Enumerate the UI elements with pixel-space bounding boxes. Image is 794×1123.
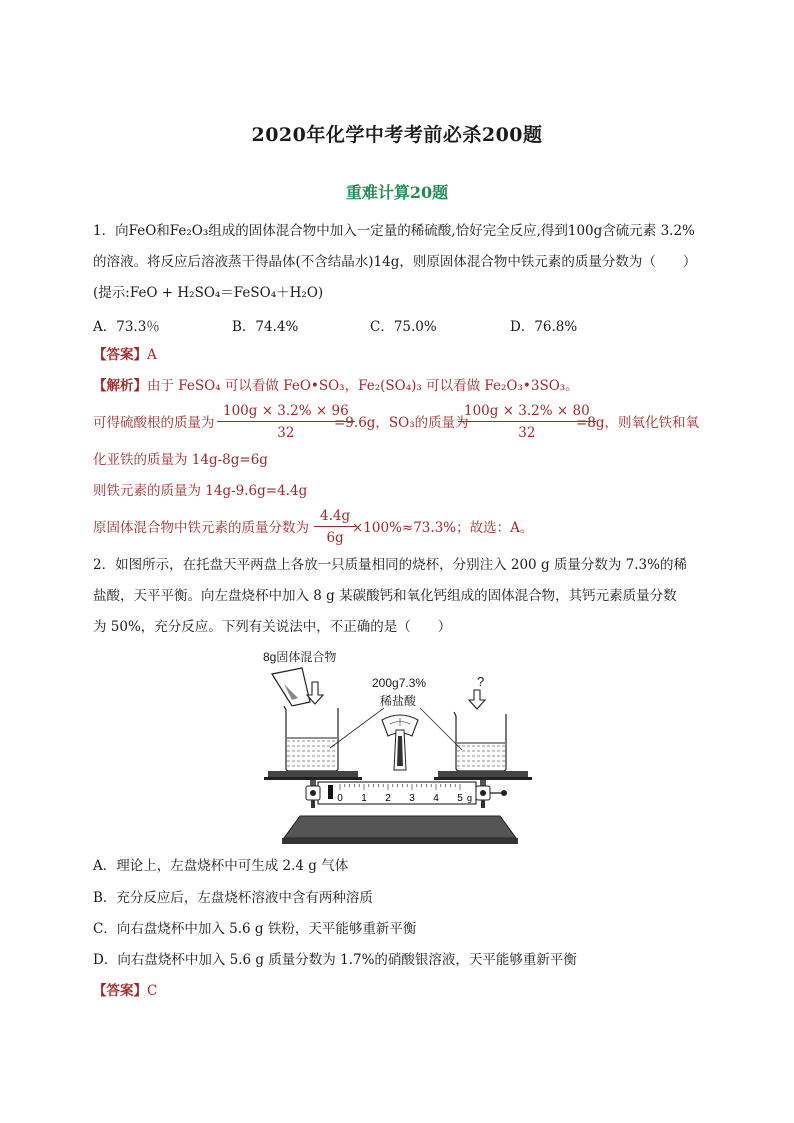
ruler-tick-label: 1 <box>361 793 367 804</box>
calc2-denominator: 32 <box>518 425 536 441</box>
q1-option-b: B．74.4% <box>232 319 299 335</box>
calc1-numerator: 100g × 3.2% × 96 <box>217 403 355 422</box>
balance-drawing <box>262 640 532 850</box>
acid-label-2: 稀盐酸 <box>380 694 417 708</box>
q2-option-c: C．向右盘烧杯中加入 5.6 g 铁粉，天平能够重新平衡 <box>93 921 417 937</box>
q1-line-2: 的溶液。将反应后溶液蒸干得晶体(不含结晶水)14g，则原固体混合物中铁元素的质量分数为（ ） <box>93 254 697 270</box>
calc2-numerator: 100g × 3.2% × 80 <box>458 403 596 422</box>
calc3-denominator: 6g <box>326 530 344 546</box>
ruler-tick-label: 4 <box>433 793 439 804</box>
q1-analysis-line-4: 则铁元素的质量为 14g-9.6g=4.4g <box>93 483 308 499</box>
calc3-numerator: 4.4g <box>314 508 356 527</box>
q1-answer <box>93 346 157 364</box>
q2-line-2: 盐酸，天平平衡。向左盘烧杯中加入 8 g 某碳酸钙和氧化钙组成的固体混合物，其钙元素质量分数 <box>93 588 677 604</box>
calc1-prefix: 可得硫酸根的质量为 <box>93 415 215 431</box>
q1-option-d: D．76.8% <box>510 319 578 335</box>
calc2-suffix: =8g，则氧化铁和氧 <box>576 415 700 431</box>
q2-answer-value: C <box>147 983 158 999</box>
q1-line-1: 1．向FeO和Fe₂O₃组成的固体混合物中加入一定量的稀硫酸,恰好完全反应,得到100g含硫元素 3.2% <box>93 223 695 239</box>
ruler-tick-label: 2 <box>385 793 391 804</box>
q2-line-3: 为 50%，充分反应。下列有关说法中，不正确的是（ ） <box>93 619 452 635</box>
calc3-fraction <box>314 508 356 546</box>
ruler-tick-label: 0 <box>337 793 343 804</box>
calc3-prefix: 原固体混合物中铁元素的质量分数为 <box>93 520 309 536</box>
left-knob <box>306 786 320 808</box>
pointer-dial <box>382 715 418 770</box>
q2-line-1: 2．如图所示，在托盘天平两盘上各放一只质量相同的烧杯，分别注入 200 g 质量分数为 7.3%的稀 <box>93 557 687 573</box>
answer-value: A <box>147 347 157 363</box>
calc1-mid: =9.6g，SO₃的质量为 <box>334 415 469 431</box>
solid-mixture-label: 8g固体混合物 <box>263 650 337 664</box>
q2-answer <box>93 982 157 1000</box>
right-beaker <box>454 712 506 771</box>
q1-analysis-line-1 <box>93 377 579 395</box>
q1-analysis-line-3: 化亚铁的质量为 14g-8g=6g <box>93 452 268 468</box>
ruler-unit: g <box>467 793 473 803</box>
page-title: 2020年化学中考考前必杀200题 <box>251 124 543 146</box>
ruler-tick-label: 5 <box>457 793 463 804</box>
q2-option-d: D．向右盘烧杯中加入 5.6 g 质量分数为 1.7%的硝酸银溶液，天平能够重新平衡 <box>93 952 577 968</box>
q2-option-a: A．理论上，左盘烧杯中可生成 2.4 g 气体 <box>93 858 349 874</box>
calc1-denominator: 32 <box>277 425 295 441</box>
q2-option-b: B．充分反应后，左盘烧杯溶液中含有两种溶质 <box>93 890 373 906</box>
question-mark: ? <box>477 674 485 689</box>
acid-label-1: 200g7.3% <box>372 676 427 690</box>
q2-answer-label: 【答案】 <box>93 983 147 999</box>
q1-hint: (提示:FeO + H₂SO₄＝FeSO₄＋H₂O) <box>93 285 324 301</box>
q1-option-a: A．73.3％ <box>93 319 160 335</box>
analysis-label: 【解析】 <box>93 378 147 394</box>
pouring-container-icon <box>272 668 310 706</box>
calc3-suffix: ×100%≈73.3%；故选：A。 <box>352 520 534 536</box>
ruler-tick-label: 3 <box>409 793 415 804</box>
left-beaker <box>284 706 338 771</box>
balance-base <box>282 816 518 844</box>
right-down-arrow-icon <box>469 690 485 709</box>
analysis-text: 由于 FeSO₄ 可以看做 FeO•SO₃，Fe₂(SO₄)₃ 可以看做 Fe₂O₃•3SO₃。 <box>147 378 579 394</box>
section-subtitle: 重难计算20题 <box>345 183 449 202</box>
balance-figure <box>262 640 532 850</box>
answer-label: 【答案】 <box>93 347 147 363</box>
right-knob <box>476 786 507 808</box>
q1-option-c: C．75.0% <box>370 319 437 335</box>
